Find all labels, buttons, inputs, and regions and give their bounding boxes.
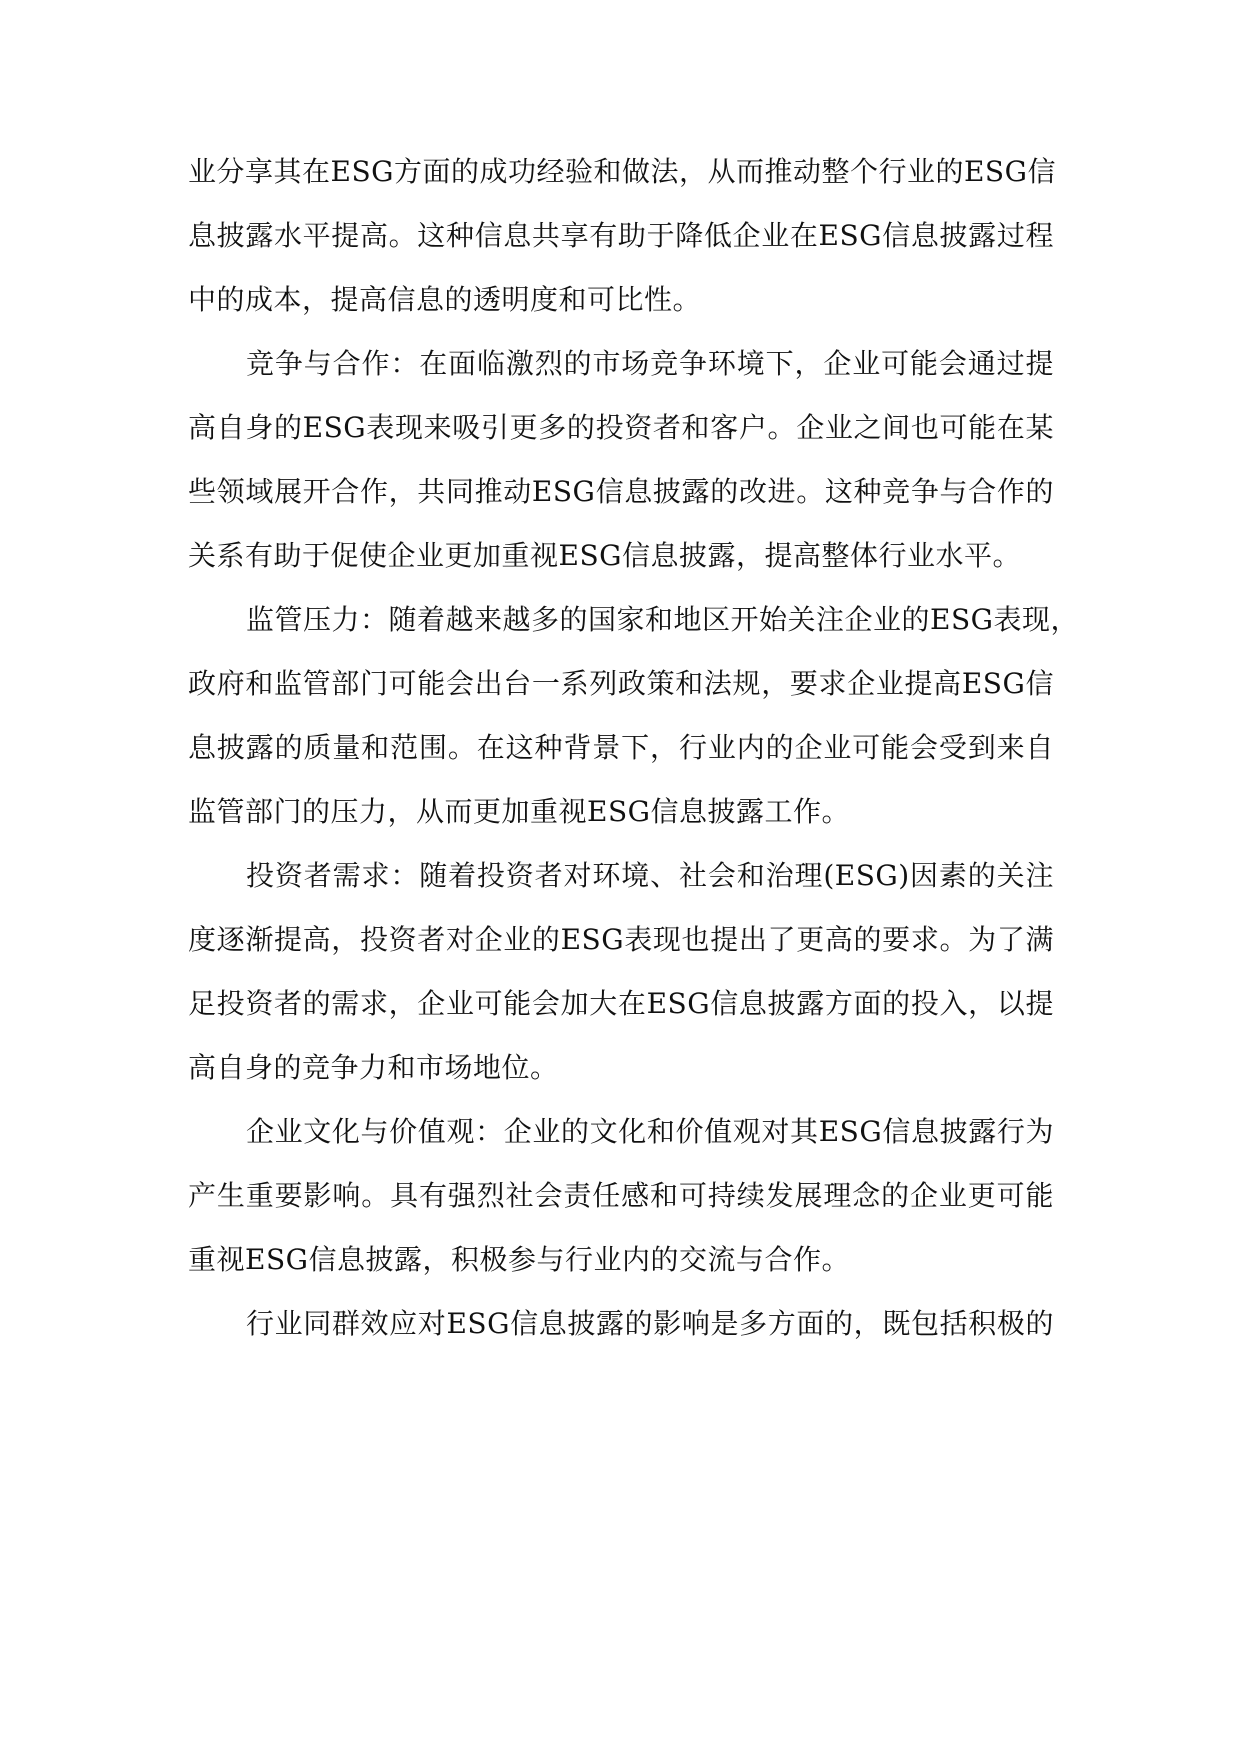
text-line: 产生重要影响。具有强烈社会责任感和可持续发展理念的企业更可能 [188,1179,1054,1212]
text-line: 政府和监管部门可能会出台一系列政策和法规，要求企业提高ESG信 [188,667,1054,700]
text-line: 度逐渐提高，投资者对企业的ESG表现也提出了更高的要求。为了满 [188,923,1054,956]
paragraph-first-line: 企业文化与价值观：企业的文化和价值观对其ESG信息披露行为 [246,1115,1054,1148]
text-line: 高自身的竞争力和市场地位。 [188,1051,559,1084]
paragraph-first-line: 竞争与合作：在面临激烈的市场竞争环境下，企业可能会通过提 [246,347,1054,380]
text-line: 息披露水平提高。这种信息共享有助于降低企业在ESG信息披露过程 [188,219,1054,252]
paragraph-first-line: 投资者需求：随着投资者对环境、社会和治理(ESG)因素的关注 [246,859,1054,892]
paragraph-first-line: 监管压力：随着越来越多的国家和地区开始关注企业的ESG表现， [246,603,1079,636]
paragraph-first-line: 行业同群效应对ESG信息披露的影响是多方面的，既包括积极的 [246,1307,1054,1340]
text-line: 高自身的ESG表现来吸引更多的投资者和客户。企业之间也可能在某 [188,411,1054,444]
text-line: 重视ESG信息披露，积极参与行业内的交流与合作。 [188,1243,850,1276]
text-line: 中的成本，提高信息的透明度和可比性。 [188,283,702,316]
text-line: 足投资者的需求，企业可能会加大在ESG信息披露方面的投入，以提 [188,987,1054,1020]
text-line: 业分享其在ESG方面的成功经验和做法，从而推动整个行业的ESG信 [188,155,1056,188]
text-line: 些领域展开合作，共同推动ESG信息披露的改进。这种竞争与合作的 [188,475,1054,508]
text-line: 息披露的质量和范围。在这种背景下，行业内的企业可能会受到来自 [188,731,1054,764]
body-text [188,140,1079,1356]
text-line: 关系有助于促使企业更加重视ESG信息披露，提高整体行业水平。 [188,539,1021,572]
text-line: 监管部门的压力，从而更加重视ESG信息披露工作。 [188,795,850,828]
